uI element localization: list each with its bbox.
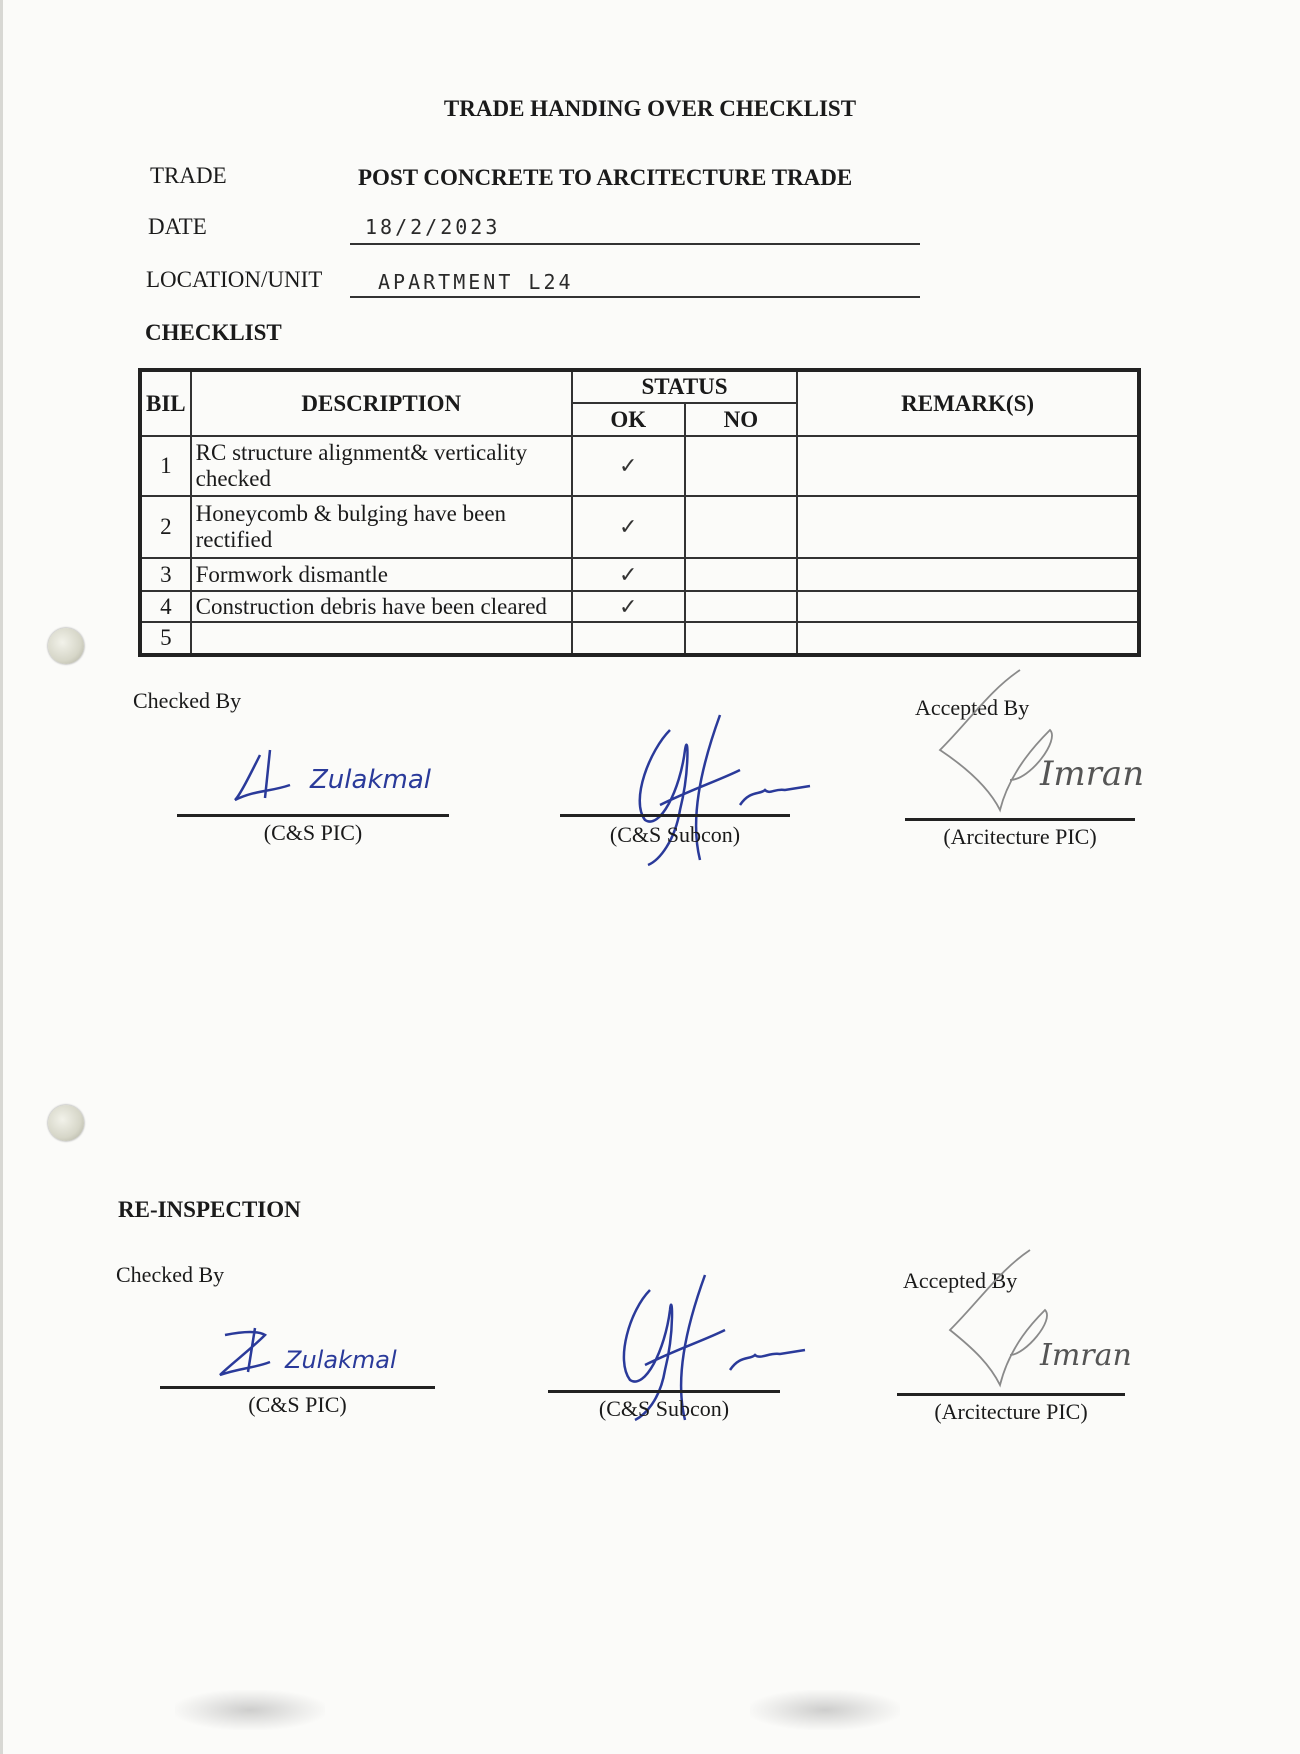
checked-by-label: Checked By [133,688,242,713]
row-ok [572,622,685,655]
row-no [685,558,798,591]
arch-pic-line [905,818,1135,821]
row-description-line1: Formwork dismantle [195,561,388,587]
row-ok-tick: ✓ [572,436,685,496]
re-cs-subcon-caption: (C&S Subcon) [598,1396,730,1421]
arch-pic-caption: (Arcitecture PIC) [943,824,1097,849]
row-no [685,622,798,655]
re-arch-pic-signature-name: Imran [1040,1338,1132,1373]
checklist-heading: CHECKLIST [145,320,282,345]
scan-smudge [175,1690,325,1730]
punch-hole [48,1105,84,1141]
row-description [191,496,572,558]
row-description-line1: Construction debris have been cleared [195,593,547,619]
document-title: TRADE HANDING OVER CHECKLIST [443,96,857,121]
row-description-line2: rectified [195,527,273,552]
description-header: DESCRIPTION [191,370,572,436]
row-description-line2: checked [195,466,271,491]
row-description-line1: Honeycomb & bulging have been [195,501,507,526]
row-description [191,558,572,591]
row-remarks [797,591,1139,622]
row-no [685,496,798,558]
re-cs-pic-signature [210,1320,430,1380]
row-remarks [797,622,1139,655]
row-no [685,591,798,622]
re-checked-by-label: Checked By [116,1262,225,1287]
row-description [191,591,572,622]
re-cs-subcon-line [548,1390,780,1393]
table-row [140,436,1139,496]
ok-header: OK [572,403,685,436]
row-ok-tick: ✓ [572,558,685,591]
row-remarks [797,496,1139,558]
row-description [191,622,572,655]
table-row [140,496,1139,558]
cs-subcon-line [560,814,790,817]
no-header: NO [685,403,798,436]
accepted-by-label: Accepted By [915,695,1030,720]
table-row [140,591,1139,622]
re-arch-pic-signature [930,1240,1132,1390]
table-row [140,622,1139,655]
arch-pic-signature [930,660,1145,820]
row-ok-tick: ✓ [572,496,685,558]
table-header-row [140,370,1139,403]
re-cs-pic-signature-name: Zulakmal [285,1346,397,1374]
status-header: STATUS [572,370,797,403]
row-bil: 5 [140,622,191,655]
reinspection-heading: RE-INSPECTION [118,1197,301,1222]
scan-smudge [750,1690,900,1730]
date-value: 18/2/2023 [365,215,501,239]
remarks-header: REMARK(S) [797,370,1139,436]
row-description [191,436,572,496]
row-description-line1: RC structure alignment& verticality [195,440,528,465]
checklist-table [138,368,1141,657]
cs-pic-signature-name: Zulakmal [310,765,431,795]
punch-hole [48,628,84,664]
location-underline [350,296,920,298]
page-edge [0,0,3,1754]
row-bil: 2 [140,496,191,558]
row-no [685,436,798,496]
table-row [140,558,1139,591]
re-cs-pic-caption: (C&S PIC) [248,1392,347,1417]
row-remarks [797,558,1139,591]
trade-value: POST CONCRETE TO ARCITECTURE TRADE [358,165,853,190]
cs-subcon-caption: (C&S Subcon) [609,822,741,847]
cs-pic-signature [230,740,450,810]
date-label: DATE [148,214,207,239]
date-underline [350,243,920,245]
location-label: LOCATION/UNIT [146,267,323,292]
re-accepted-by-label: Accepted By [903,1268,1018,1293]
row-bil: 1 [140,436,191,496]
cs-pic-line [177,814,449,817]
re-cs-pic-line [160,1386,435,1389]
re-arch-pic-caption: (Arcitecture PIC) [934,1399,1088,1424]
trade-label: TRADE [150,163,227,188]
row-bil: 3 [140,558,191,591]
re-arch-pic-line [897,1393,1125,1396]
row-remarks [797,436,1139,496]
bil-header: BIL [140,370,191,436]
arch-pic-signature-name: Imran [1040,754,1145,794]
row-ok-tick: ✓ [572,591,685,622]
location-value: APARTMENT L24 [378,270,574,294]
cs-pic-caption: (C&S PIC) [263,820,363,845]
row-bil: 4 [140,591,191,622]
